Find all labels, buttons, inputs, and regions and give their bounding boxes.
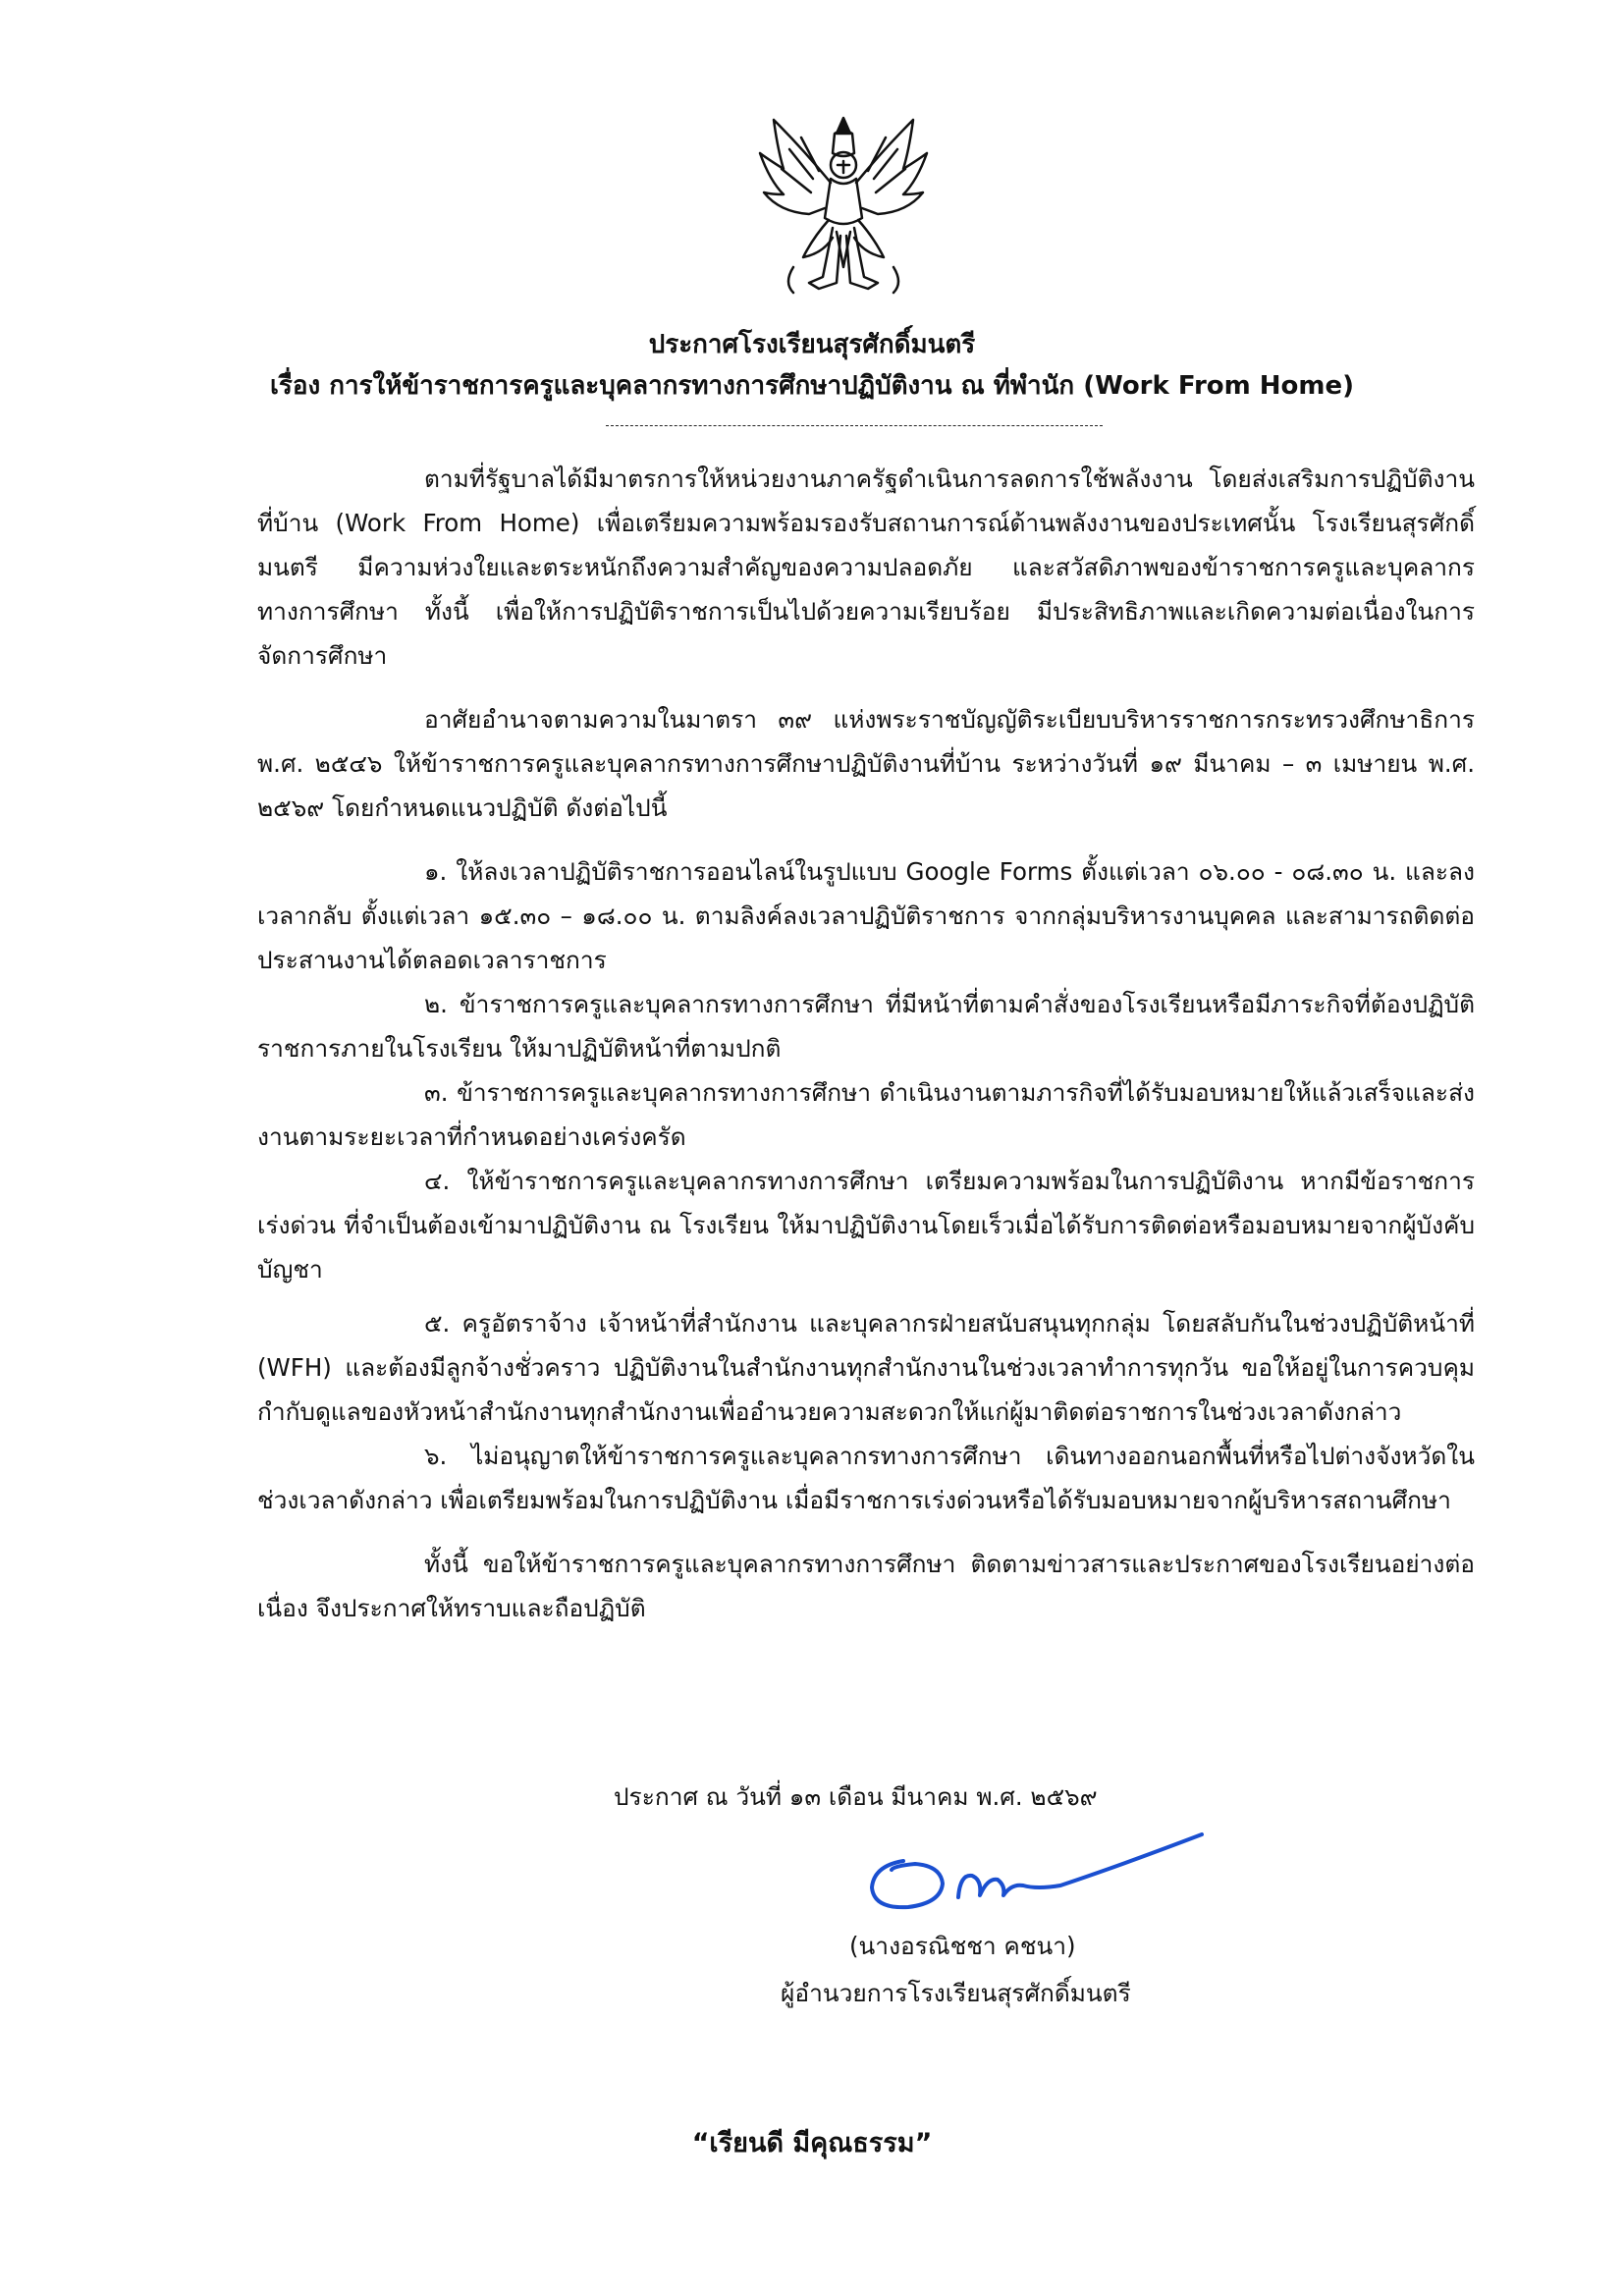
school-motto: “เรียนดี มีคุณธรรม” — [691, 2128, 933, 2158]
signatory-name: (นางอรณิชชา คชนา) — [849, 1932, 1076, 1960]
guideline-item: ๑. ให้ลงเวลาปฏิบัติราชการออนไลน์ในรูปแบบ Google Forms ตั้งแต่เวลา ๐๖.๐๐ - ๐๘.๓๐ น. และลงเวลากลับ ตั้งแต่เวลา ๑๕.๓๐ – ๑๘.๐๐ น. ตามลิงค์ลงเวลาปฏิบัติราชการ จากกลุ่มบริหารงานบุคคล และสามารถติดต่อประสานงานได้ตลอดเวลาราชการ — [257, 857, 1475, 974]
guideline-item: ๒. ข้าราชการครูและบุคลากรทางการศึกษา ที่มีหน้าที่ตามคำสั่งของโรงเรียนหรือมีภาระกิจที่ต้องปฏิบัติราชการภายในโรงเรียน ให้มาปฏิบัติหน้าที่ตามปกติ — [257, 990, 1475, 1063]
date-line: ประกาศ ณ วันที่ ๑๓ เดือน มีนาคม พ.ศ. ๒๕๖๙ — [614, 1782, 1098, 1811]
dashed-divider — [606, 425, 1103, 426]
document-body — [257, 457, 1475, 1630]
guideline-item: ๕. ครูอัตราจ้าง เจ้าหน้าที่สำนักงาน และบุคลากรฝ่ายสนับสนุนทุกกลุ่ม โดยสลับกันในช่วงปฏิบัติหน้าที่ (WFH) และต้องมีลูกจ้างชั่วคราว ปฏิบัติงานในสำนักงานทุกสำนักงานในช่วงเวลาทำการทุกวัน ขอให้อยู่ในการควบคุมกำกับดูแลของหัวหน้าสำนักงานทุกสำนักงานเพื่ออำนวยความสะดวกให้แก่ผู้มาติดต่อราชการในช่วงเวลาดังกล่าว — [257, 1309, 1475, 1426]
guideline-item: ๖. ไม่อนุญาตให้ข้าราชการครูและบุคลากรทางการศึกษา เดินทางออกนอกพื้นที่หรือไปต่างจังหวัดในช่วงเวลาดังกล่าว เพื่อเตรียมพร้อมในการปฏิบัติงาน เมื่อมีราชการเร่งด่วนหรือได้รับมอบหมายจากผู้บริหารสถานศึกษา — [257, 1442, 1475, 1514]
signatory-position: ผู้อำนวยการโรงเรียนสุรศักดิ์มนตรี — [781, 1979, 1131, 2007]
closing-paragraph: ทั้งนี้ ขอให้ข้าราชการครูและบุคลากรทางการศึกษา ติดตามข่าวสารและประกาศของโรงเรียนอย่างต่อเนื่อง จึงประกาศให้ทราบและถือปฏิบัติ — [257, 1550, 1475, 1622]
authority-paragraph: อาศัยอำนาจตามความในมาตรา ๓๙ แห่งพระราชบัญญัติระเบียบบริหารราชการกระทรวงศึกษาธิการ พ.ศ. ๒๕๔๖ ให้ข้าราชการครูและบุคลากรทางการศึกษาปฏิบัติงานที่บ้าน ระหว่างวันที่ ๑๙ มีนาคม – ๓ เมษายน พ.ศ. ๒๕๖๙ โดยกำหนดแนวปฏิบัติ ดังต่อไปนี้ — [257, 705, 1475, 822]
document-subject: เรื่อง การให้ข้าราชการครูและบุคลากรทางการศึกษาปฏิบัติงาน ณ ที่พำนัก (Work From Home) — [269, 371, 1355, 401]
garuda-emblem-icon — [754, 110, 933, 297]
guideline-item: ๓. ข้าราชการครูและบุคลากรทางการศึกษา ดำเนินงานตามภารกิจที่ได้รับมอบหมายให้แล้วเสร็จและส่งงานตามระยะเวลาที่กำหนดอย่างเคร่งครัด — [257, 1078, 1475, 1151]
document-title: ประกาศโรงเรียนสุรศักดิ์มนตรี — [648, 330, 976, 359]
document-header — [147, 324, 1477, 407]
intro-paragraph: ตามที่รัฐบาลได้มีมาตรการให้หน่วยงานภาครัฐดำเนินการลดการใช้พลังงาน โดยส่งเสริมการปฏิบัติงานที่บ้าน (Work From Home) เพื่อเตรียมความพร้อมรองรับสถานการณ์ด้านพลังงานของประเทศนั้น โรงเรียนสุรศักดิ์มนตรี มีความห่วงใยและตระหนักถึงความสำคัญของความปลอดภัย และสวัสดิภาพของข้าราชการครูและบุคลากรทางการศึกษา ทั้งนี้ เพื่อให้การปฏิบัติราชการเป็นไปด้วยความเรียบร้อย มีประสิทธิภาพและเกิดความต่อเนื่องในการจัดการศึกษา — [257, 464, 1475, 670]
guideline-item: ๔. ให้ข้าราชการครูและบุคลากรทางการศึกษา เตรียมความพร้อมในการปฏิบัติงาน หากมีข้อราชการเร่งด่วน ที่จำเป็นต้องเข้ามาปฏิบัติงาน ณ โรงเรียน ให้มาปฏิบัติงานโดยเร็วเมื่อได้รับการติดต่อหรือมอบหมายจากผู้บังคับบัญชา — [257, 1167, 1475, 1284]
handwritten-signature-icon — [864, 1827, 1218, 1925]
